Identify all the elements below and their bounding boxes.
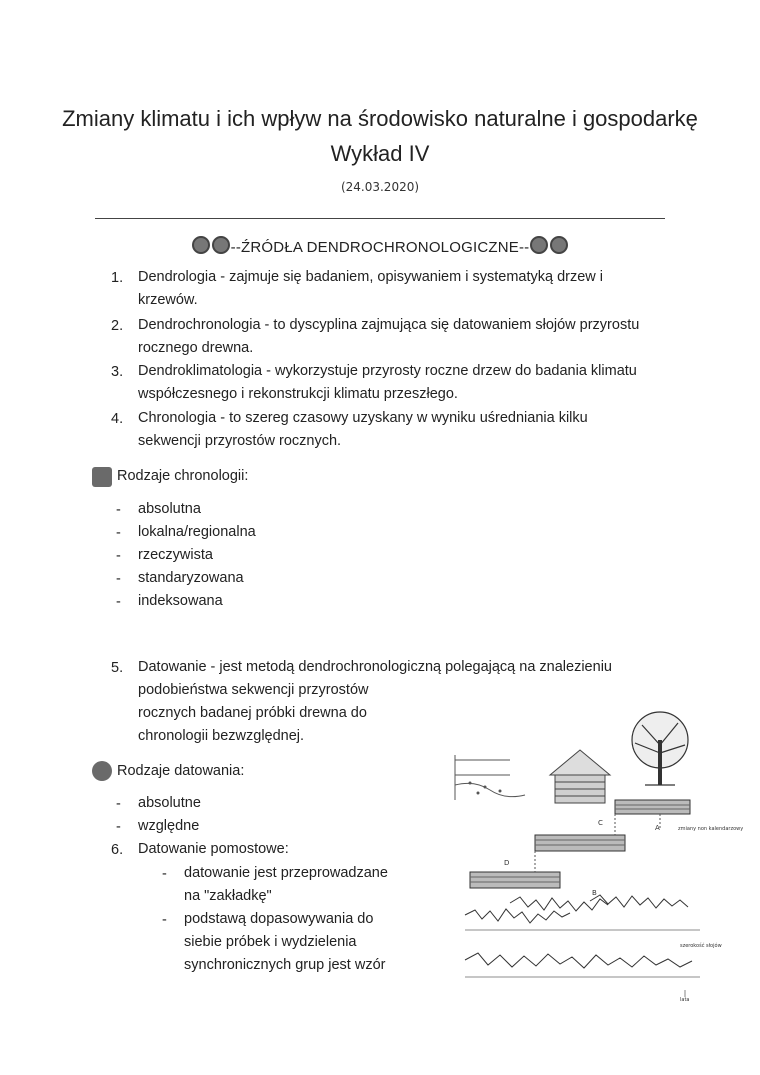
- soil-profile: [455, 755, 525, 800]
- chronology-heading: Rodzaje chronologii:: [117, 468, 249, 484]
- ring-sample-blocks: [470, 800, 690, 888]
- list-item: względne: [138, 818, 200, 834]
- list-number: 5.: [111, 660, 124, 676]
- list-number: 1.: [111, 270, 124, 286]
- figure-note: lata: [680, 997, 690, 1003]
- leaf-icon: [92, 467, 112, 487]
- list-item: rzeczywista: [138, 547, 213, 563]
- figure-axes: [465, 930, 700, 997]
- list-number: 2.: [111, 318, 124, 334]
- list-item: Chronologia - to szereg czasowy uzyskany w wyniku uśredniania kilku sekwencji przyrostów rocznych.: [138, 410, 588, 449]
- bridge-dating-label: Datowanie pomostowe:: [138, 841, 289, 857]
- clock-icon: [92, 761, 112, 781]
- figure-note: zmiany non kalendarzowy: [678, 826, 744, 832]
- wooden-hut: [550, 750, 610, 803]
- list-item: Dendrochronologia - to dyscyplina zajmująca się datowaniem słojów przyrostu rocznego drewna.: [138, 317, 640, 356]
- list-item: absolutna: [138, 501, 201, 517]
- list-item: lokalna/regionalna: [138, 524, 256, 540]
- figure-label: A: [655, 824, 660, 832]
- list-item: podstawą dopasowywania do siebie próbek i wydzielenia synchronicznych grup jest wzór: [184, 911, 386, 973]
- lecture-number: Wykład IV: [330, 141, 430, 166]
- list-item: standaryzowana: [138, 570, 244, 586]
- dating-heading: Rodzaje datowania:: [117, 763, 245, 779]
- list-number: 6.: [111, 842, 124, 858]
- flower-icon: [212, 236, 230, 254]
- divider: [95, 218, 665, 219]
- flower-icon: [530, 236, 548, 254]
- dating-definition: Datowanie - jest metodą dendrochronologiczną polegającą na znalezieniu podobieństwa sekwencji przyrostów rocznych badanej próbki drewna do chronologii bezwzględnej.: [138, 659, 612, 744]
- ring-width-curves: [465, 895, 692, 968]
- flower-icon: [550, 236, 568, 254]
- list-item: datowanie jest przeprowadzane na "zakładkę": [184, 865, 388, 904]
- list-number: 3.: [111, 364, 124, 380]
- lecture-date: (24.03.2020): [340, 180, 420, 194]
- list-item: absolutne: [138, 795, 201, 811]
- list-item: Dendroklimatologia - wykorzystuje przyrosty roczne drzew do badania klimatu współczesnego i rekonstrukcji klimatu przeszłego.: [138, 363, 637, 402]
- figure-note: szerokość słojów: [680, 943, 722, 949]
- tree: [632, 712, 688, 785]
- page-title: Zmiany klimatu i ich wpływ na środowisko naturalne i gospodarkę: [62, 106, 698, 131]
- figure-label: B: [592, 889, 597, 897]
- list-item: indeksowana: [138, 593, 223, 609]
- figure-label: C: [598, 819, 603, 827]
- list-item: Dendrologia - zajmuje się badaniem, opisywaniem i systematyką drzew i krzewów.: [138, 269, 604, 308]
- figure-label: D: [504, 859, 510, 867]
- bridge-dating-figure: [430, 705, 744, 1005]
- section-title: --ŹRÓDŁA DENDROCHRONOLOGICZNE--: [0, 236, 760, 256]
- flower-icon: [192, 236, 210, 254]
- list-number: 4.: [111, 411, 124, 427]
